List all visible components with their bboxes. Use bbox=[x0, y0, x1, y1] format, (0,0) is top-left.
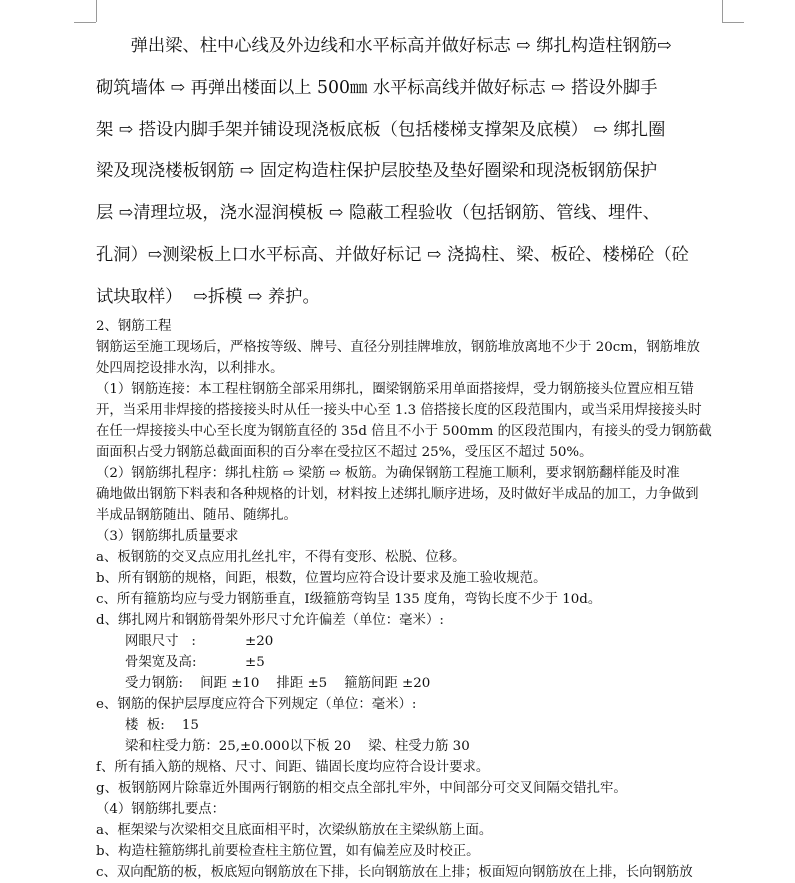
connection-line-1: （1）钢筋连接：本工程柱钢筋全部采用绑扎，圈梁钢筋采用单面搭接焊，受力钢筋接头位置应相互错 bbox=[96, 382, 694, 397]
quality-title: （3）钢筋绑扎质量要求 bbox=[96, 529, 239, 544]
intro-line-5: 层 ⇨清理垃圾，浇水湿润模板 ⇨ 隐蔽工程验收（包括钢筋、管线、埋件、 bbox=[96, 203, 660, 224]
key-point-c: c、双向配筋的板，板底短向钢筋放在下排，长向钢筋放在上排；板面短向钢筋放在上排，长向钢筋放 bbox=[96, 865, 693, 880]
intro-line-2: 砌筑墙体 ⇨ 再弹出楼面以上 500㎜ 水平标高线并做好标志 ⇨ 搭设外脚手 bbox=[96, 77, 658, 98]
binding-order-line-2: 确地做出钢筋下料表和各种规格的计划，材料按上述绑扎顺序进场，及时做好半成品的加工，力争做到 bbox=[96, 487, 699, 502]
intro-line-3: 架 ⇨ 搭设内脚手架并铺设现浇板底板（包括楼梯支撑架及底模） ⇨ 绑扎圈 bbox=[96, 119, 666, 140]
tolerance-row-frame bbox=[96, 652, 736, 673]
connection-line-3: 在任一焊接接头中心至长度为钢筋直径的 35d 倍且不小于 500mm 的区段范围内，有接头的受力钢筋截 bbox=[96, 424, 712, 439]
section-title: 2、钢筋工程 bbox=[96, 319, 172, 334]
key-points-title: （4）钢筋绑扎要点： bbox=[96, 802, 226, 817]
tolerance-label-mesh: 网眼尺寸 : bbox=[125, 634, 196, 649]
quality-item-b: b、所有钢筋的规格，间距，根数，位置均应符合设计要求及施工验收规范。 bbox=[96, 571, 547, 586]
intro-line-4: 梁及现浇楼板钢筋 ⇨ 固定构造柱保护层胶垫及垫好圈梁和现浇板钢筋保护 bbox=[96, 161, 658, 182]
storage-line-1: 钢筋运至施工现场后，严格按等级、牌号、直径分别挂牌堆放，钢筋堆放离地不少于 20cm，钢筋堆放 bbox=[96, 340, 700, 355]
tolerance-row-mesh bbox=[96, 631, 736, 652]
tolerance-row-bars: 受力钢筋: 间距 ±10 排距 ±5 箍筋间距 ±20 bbox=[125, 676, 431, 691]
intro-line-6: 孔洞）⇨测梁板上口水平标高、并做好标记 ⇨ 浇捣柱、梁、板砼、楼梯砼（砼 bbox=[96, 244, 689, 265]
tolerance-value-mesh: ±20 bbox=[245, 634, 274, 649]
binding-order-line-1: （2）钢筋绑扎程序：绑扎柱筋 ⇨ 梁筋 ⇨ 板筋。为确保钢筋工程施工顺利，要求钢筋翻样能及时准 bbox=[96, 466, 680, 481]
binding-order-line-3: 半成品钢筋随出、随吊、随绑扎。 bbox=[96, 508, 297, 523]
intro-line-7: 试块取样） ⇨拆模 ⇨ 养护。 bbox=[96, 286, 320, 307]
rebar-section bbox=[96, 316, 736, 883]
crop-mark-right-h bbox=[722, 22, 744, 23]
crop-mark-right bbox=[722, 0, 723, 22]
quality-item-c: c、所有箍筋均应与受力钢筋垂直，Ⅰ级箍筋弯钩呈 135 度角，弯钩长度不少于 10d。 bbox=[96, 592, 602, 607]
key-point-b: b、构造柱箍筋绑扎前要检查柱主筋位置，如有偏差应及时校正。 bbox=[96, 844, 480, 859]
tolerance-value-frame: ±5 bbox=[245, 655, 265, 670]
storage-line-2: 处四周挖设排水沟，以利排水。 bbox=[96, 361, 284, 376]
construction-sequence bbox=[96, 26, 736, 319]
crop-mark-left bbox=[96, 0, 97, 22]
tolerance-label-frame: 骨架宽及高: bbox=[125, 655, 197, 670]
quality-item-f: f、所有插入筋的规格、尺寸、间距、锚固长度均应符合设计要求。 bbox=[96, 760, 490, 775]
quality-item-a: a、板钢筋的交叉点应用扎丝扎牢，不得有变形、松脱、位移。 bbox=[96, 550, 466, 565]
quality-item-e: e、钢筋的保护层厚度应符合下列规定（单位：毫米）: bbox=[96, 697, 417, 712]
intro-line-1: 弹出梁、柱中心线及外边线和水平标高并做好标志 ⇨ 绑扎构造柱钢筋⇨ bbox=[96, 36, 672, 56]
quality-item-g: g、板钢筋网片除靠近外围两行钢筋的相交点全部扎牢外，中间部分可交叉间隔交错扎牢。 bbox=[96, 781, 627, 796]
connection-line-4: 面面积占受力钢筋总截面面积的百分率在受拉区不超过 25%，受压区不超过 50%。 bbox=[96, 445, 593, 460]
cover-row-beam-column: 梁和柱受力筋：25,±0.000以下板 20 梁、柱受力筋 30 bbox=[125, 739, 470, 754]
cover-row-slab: 楼 板: 15 bbox=[125, 718, 199, 733]
quality-item-d: d、绑扎网片和钢筋骨架外形尺寸允许偏差（单位：毫米）: bbox=[96, 613, 444, 628]
connection-line-2: 开，当采用非焊接的搭接接头时从任一接头中心至 1.3 倍搭接长度的区段范围内，或当采用焊接接头时 bbox=[96, 403, 702, 418]
crop-mark-left-h bbox=[74, 22, 96, 23]
key-point-a: a、框架梁与次梁相交且底面相平时，次梁纵筋放在主梁纵筋上面。 bbox=[96, 823, 493, 838]
